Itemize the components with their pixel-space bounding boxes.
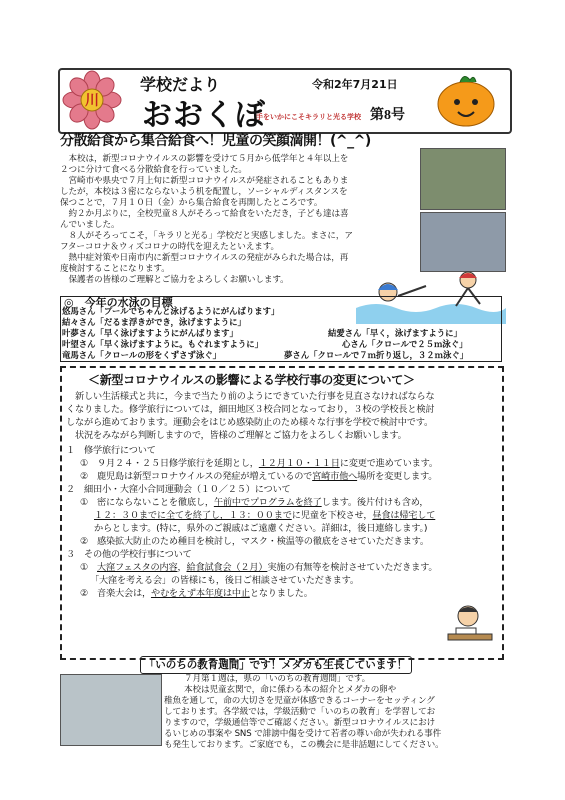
underlined-text: 給食試食会（２月）	[186, 562, 268, 573]
text: 実施の有無等を検討させていただきます。	[267, 562, 438, 573]
text: ② 鹿児島は新型コロナウイルスの発症が増えているので	[80, 471, 313, 482]
swim-goal: 結々さん「だるま浮きができ，泳げますように」	[62, 317, 246, 327]
article1-line: 宮崎市や県央で７月上旬に新型コロナウイルスが発症されることもありま	[60, 176, 349, 186]
events-item-line	[66, 509, 496, 522]
events-item-line: 「大窪を考える会」の皆様にも，後日ご相談させていただきます。	[90, 575, 359, 586]
masthead-title: おおくぼ	[142, 99, 266, 132]
events-body	[66, 390, 496, 600]
life-education-photo	[60, 674, 162, 746]
article1-line: 保つことで，７月１０日（金）から集合給食を再開したところです。	[60, 198, 323, 208]
text: となりました。	[249, 588, 313, 599]
swim-goal: 結愛さん「早く，泳げますように」	[328, 328, 462, 338]
swim-goal: 心さん「クロールで２５ｍ泳ぐ」	[342, 339, 468, 349]
events-item-title: １ 修学旅行について	[66, 445, 156, 456]
events-item-line: ② 感染拡大防止のため種目を検討し，マスク・検温等の徹底をさせていただきます。	[80, 536, 429, 547]
swim-goal: 竜馬さん「クロールの形をくずさず泳ぐ」	[62, 350, 221, 360]
events-item-title: ２ 細田小・大窪小合同運動会（１０／２５）について	[66, 484, 291, 495]
article3-body	[174, 674, 504, 696]
swim-goals-left	[62, 306, 279, 361]
masthead-tagline: 手をいかにこそキラリと光る学校	[256, 113, 361, 121]
article1-line: 約２か月ぶりに，全校児童８人がそろって給食をいただき，子ども達は喜	[60, 209, 349, 219]
events-item-title: ３ その他の学校行事について	[66, 549, 192, 560]
article1-line: 度検討することになります。	[60, 264, 170, 274]
underlined-text: 午前中でプログラムを終了	[213, 497, 322, 508]
swim-goal: 悠馬さん「プールでちゃんと泳げるようにがんばります」	[62, 306, 280, 316]
underlined-text: 宮崎市他へ	[312, 471, 358, 482]
article1-line: したが，本校は３密にならないよう机を配置し，ソーシャルディスタンスを	[60, 187, 348, 197]
issue-date: 令和2年7月21日	[312, 78, 398, 91]
events-intro-line: 新しい生活様式と共に，今まで当たり前のようにできていた行事を見直さなければならな	[66, 391, 435, 402]
underlined-text: やむをえず本年度は中止	[150, 588, 250, 599]
article1-line: 本校は，新型コロナウイルスの影響を受けて５月から低学年と４年以上を	[60, 154, 349, 164]
events-item-line	[66, 587, 496, 600]
events-item-line	[66, 561, 496, 574]
events-item-line	[66, 496, 496, 509]
article1-line: んでいました。	[60, 220, 120, 230]
orange-mascot-icon	[430, 70, 500, 128]
masthead-subtitle: 学校だより	[140, 77, 221, 94]
article3-line: 本校は児童玄関で，命に係わる本の紹介とメダカの卵や	[184, 685, 397, 695]
article1-line: ８人がそろってこそ，「キラリと光る」学校だと実感しました。まさに，ア	[60, 231, 353, 241]
article1-line: フターコロナ＆ウィズコロナの時代を迎えたといえます。	[60, 242, 280, 252]
lunch-photo-1	[420, 148, 506, 210]
underlined-text: １２月１０・１１日	[258, 458, 340, 469]
studying-child-icon	[440, 600, 498, 654]
text: ①	[80, 562, 98, 573]
underlined-text: 大窪フェスタの内容	[97, 562, 178, 573]
article3-line: しております。各学級では，学級活動で「いのちの教育」を学習してお	[164, 707, 436, 717]
text: に児童を下校させ，	[291, 510, 373, 521]
underlined-text: 昼食は帰宅して	[372, 510, 436, 521]
article1-line: 保護者の皆様のご理解とご協力をよろしくお願いします。	[60, 275, 289, 285]
text: に変更で進めています。	[339, 458, 438, 469]
article3-body-wide	[164, 696, 504, 751]
article3-line: りますので，学級通信等でご確認ください。新型コロナウイルスにおけ	[164, 718, 436, 728]
seal-text: 川	[85, 93, 99, 109]
events-item-line: からとします。(特に，県外のご親戚はご遠慮ください。詳細は，後日連絡します。)	[94, 523, 428, 534]
text: ，	[177, 562, 187, 573]
events-item-line	[66, 470, 496, 483]
text: します。後片付けも含め，	[321, 497, 429, 508]
lunch-photo-2	[420, 212, 506, 272]
text: ② 音楽大会は，	[80, 588, 151, 599]
article3-heading: 「いのちの教育週間」です！メダカも生長しています！	[140, 656, 412, 674]
text: 場所を変更します。	[357, 471, 438, 482]
events-intro-line: くなりました。修学旅行については，細田地区３校合同となっており，３校の学校長と検討	[66, 404, 435, 415]
article1-line: ２つに分けて食べる分散給食を行っていました。	[60, 165, 247, 175]
swim-goal: 叶望さん「早く泳げますように。もぐれますように」	[62, 339, 263, 349]
text: ① ９月２４・２５日修学旅行を延期とし，	[80, 458, 259, 469]
school-seal-icon	[62, 70, 122, 130]
events-item-line	[66, 457, 496, 470]
article3-line: も発生しております。ご家庭でも，この機会に是非話題にしてください。	[164, 740, 444, 750]
article1-line: 熱中症対策や日南市内に新型コロナウイルスの発症がみられた場合は，再	[60, 253, 349, 263]
events-heading: ＜新型コロナウイルスの影響による学校行事の変更について＞	[88, 373, 415, 387]
issue-number: 第8号	[370, 108, 405, 123]
events-intro-line: しながら進めております。運動会をはじめ感染防止のため様々な行事を学校で検討中です。	[66, 417, 434, 428]
swim-goal: 叶夢さん「早く泳げますようにがんばります」	[62, 328, 238, 338]
underlined-text: １２：３０までに全てを終了し，１３：００まで	[94, 510, 292, 521]
text: ① 密にならないことを徹底し，	[80, 497, 214, 508]
article3-line: るいじめの事案や SNS で誹謗中傷を受けて若者の尊い命が失われる事件	[164, 729, 442, 739]
article3-line: 稚魚を通して，命の大切さを児童が体感できるコーナーをセッティング	[164, 696, 435, 706]
events-intro-line: 状況をみながら判断しますので，皆様のご理解とご協力をよろしくお願いします。	[66, 430, 407, 441]
article3-line: ７月第１週は，県の「いのちの教育週間」です。	[184, 674, 371, 684]
swim-goals-title: ◎ 今年の水泳の目標	[64, 296, 173, 309]
swim-goal: 夢さん「クロールで７ｍ折り返し，３２ｍ泳ぐ」	[284, 350, 469, 360]
article1-headline: 分散給食から集合給食へ！児童の笑顔満開！(^_^)	[60, 133, 371, 149]
